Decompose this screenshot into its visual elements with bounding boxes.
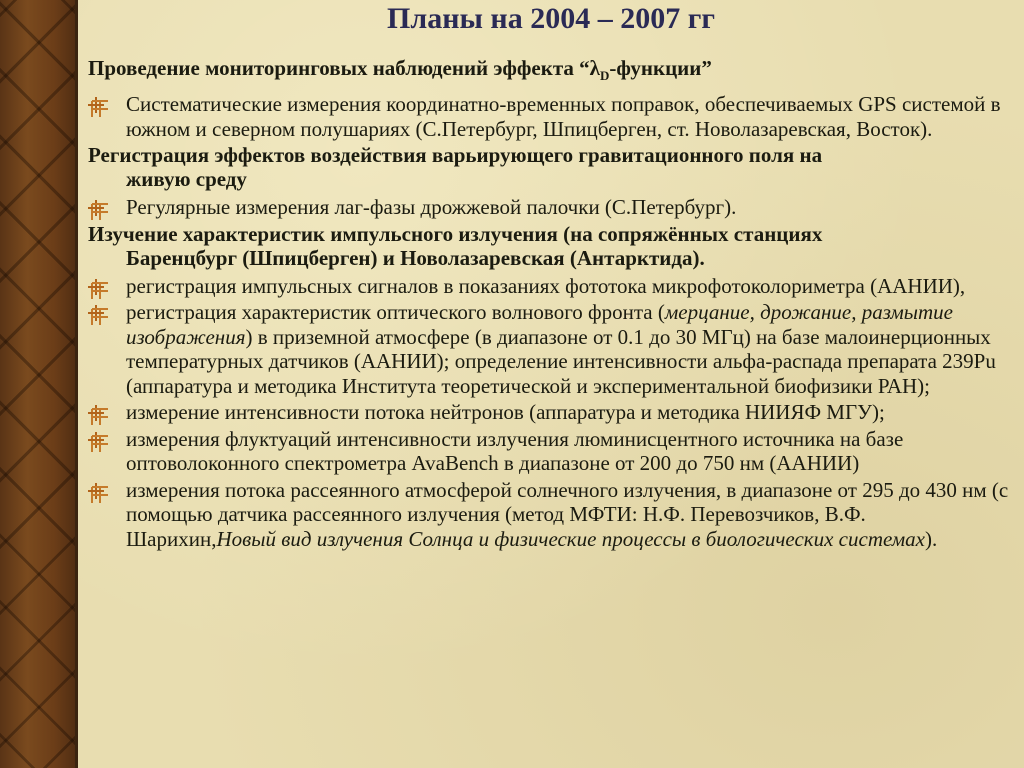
- section-heading-pulse: [88, 222, 1018, 270]
- heading-text: Проведение мониторинговых наблюдений эффекта “λ: [88, 56, 600, 80]
- section-heading-gravity: [88, 143, 1018, 191]
- lambda-subscript: D: [599, 68, 610, 84]
- star-bullet-icon: [88, 279, 104, 295]
- heading-text: Регистрация эффектов воздействия варьирующего гравитационного поля на: [88, 143, 823, 168]
- star-bullet-icon: [88, 97, 104, 113]
- item-italic-text: Новый вид излучения Солнца и физические процессы в биологических системах: [216, 526, 925, 551]
- list-item: [88, 427, 1018, 476]
- section-heading-monitoring: [88, 56, 1018, 88]
- star-bullet-icon: [88, 200, 104, 216]
- item-text: Регулярные измерения лаг-фазы дрожжевой палочки (С.Петербург).: [126, 195, 737, 220]
- heading-text: живую среду: [126, 167, 247, 192]
- item-text: измерение интенсивности потока нейтронов (аппаратура и методика НИИЯФ МГУ);: [126, 400, 885, 425]
- list-item: [88, 92, 1018, 141]
- star-bullet-icon: [88, 305, 104, 321]
- list-item: [88, 400, 1018, 425]
- item-text: регистрация импульсных сигналов в показаниях фототока микрофотоколориметра (ААНИИ),: [126, 273, 966, 298]
- item-italic-text: мерцание, дрожание, размытие изображения: [126, 300, 953, 349]
- star-bullet-icon: [88, 432, 104, 448]
- star-bullet-icon: [88, 405, 104, 421]
- item-text: измерения потока рассеянного атмосферой солнечного излучения, в диапазоне от 295 до 430 нм (с помощью датчика рассеянного излучения (метод МФТИ: Н.Ф. Перевозчиков, В.Ф. Шарихин,: [126, 477, 1009, 551]
- item-text: Систематические измерения координатно-временных поправок, обеспечиваемых GPS системой в южном и северном полушариях (С.Петербург, Шпицберген, ст. Новолазаревская, Восток).: [126, 92, 1001, 141]
- item-text: регистрация характеристик оптического волнового фронта (: [126, 300, 665, 325]
- star-bullet-icon: [88, 483, 104, 499]
- list-item: [88, 195, 1018, 220]
- heading-text: Баренцбург (Шпицберген) и Новолазаревская (Антарктида).: [126, 245, 705, 270]
- list-item: [88, 478, 1018, 552]
- slide-title: Планы на 2004 – 2007 гг: [387, 2, 715, 35]
- heading-text: Изучение характеристик импульсного излучения (на сопряжённых станциях: [88, 221, 823, 246]
- heading-text: -функции”: [609, 56, 712, 80]
- item-text: измерения флуктуаций интенсивности излучения люминисцентного источника на базе оптоволоконного спектрометра AvaBench в диапазоне от 200 до 750 нм (ААНИИ): [126, 426, 904, 476]
- list-item: [88, 274, 1018, 299]
- item-text: ).: [925, 526, 938, 551]
- list-item: [88, 300, 1018, 398]
- item-text: ) в приземной атмосфере (в диапазоне от 0.1 до 30 МГц) на базе малоинерционных температурных датчиков (ААНИИ); определение интенсивности альфа-распада препарата 239Pu (аппаратура и методика Института теоретической и экспериментальной биофизики РАН);: [126, 324, 996, 398]
- decorative-side-stripe: [0, 0, 78, 768]
- slide-content: [88, 56, 1018, 553]
